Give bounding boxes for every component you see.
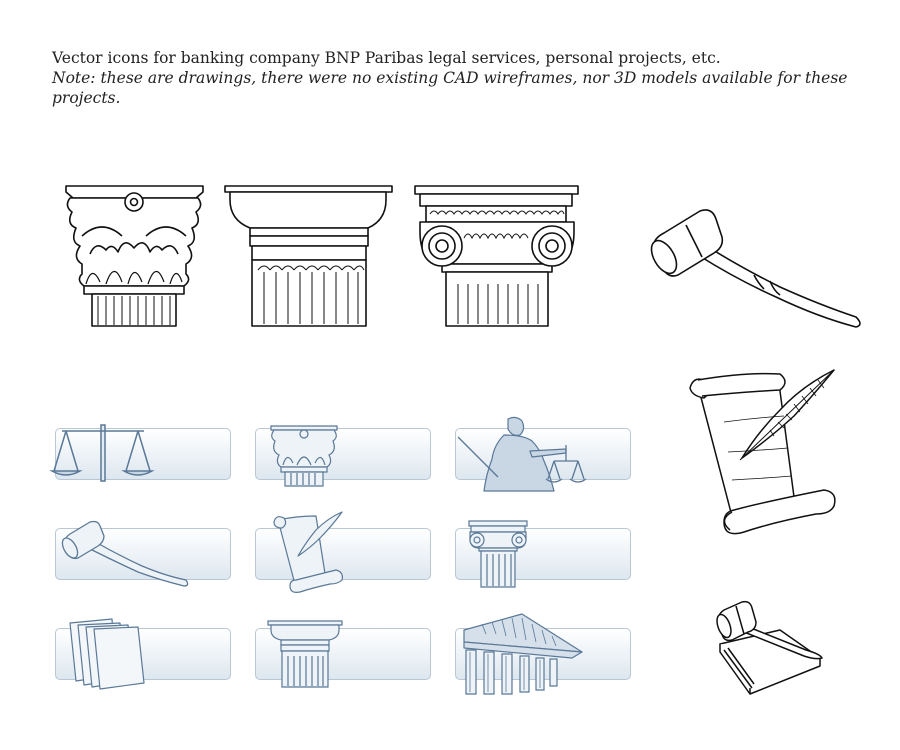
documents-tile-icon [68, 615, 148, 691]
ionic-column-icon [467, 520, 529, 588]
documents-icon [68, 615, 148, 691]
doric-column-icon [267, 620, 343, 688]
corinthian-capital-illustration [62, 184, 207, 329]
scales-tile-icon [52, 423, 152, 485]
intro-line: Vector icons for banking company BNP Paribas legal services, personal projects, etc. [52, 49, 721, 67]
scroll-quill-icon [272, 510, 348, 596]
corinthian-capital-icon [269, 425, 339, 487]
courthouse-icon [462, 612, 584, 696]
corinthian-capital-icon [62, 184, 207, 329]
lady-justice-icon [454, 415, 594, 493]
lady-justice-tile-icon [454, 415, 594, 493]
ionic-capital-icon [412, 184, 582, 329]
gavel-icon [650, 205, 870, 330]
ionic-column-tile-icon [467, 520, 529, 588]
gavel-illustration [650, 205, 870, 330]
doric-column-tile-icon [267, 620, 343, 688]
scroll-quill-tile-icon [272, 510, 348, 596]
ionic-capital-illustration [412, 184, 582, 329]
doric-capital-illustration [224, 184, 394, 329]
doric-capital-icon [224, 184, 394, 329]
intro-note: Note: these are drawings, there were no existing CAD wireframes, nor 3D models available for these projects. [52, 69, 848, 107]
gavel-book-illustration [716, 600, 831, 695]
gavel-tile-icon [62, 518, 192, 588]
courthouse-tile-icon [462, 612, 584, 696]
gavel-book-icon [716, 600, 831, 695]
gavel-icon [62, 518, 192, 588]
scroll-quill-illustration [684, 362, 844, 542]
intro-text [52, 48, 872, 108]
corinthian-tile-icon [269, 425, 339, 487]
scroll-quill-icon [684, 362, 844, 542]
scales-icon [52, 423, 152, 485]
